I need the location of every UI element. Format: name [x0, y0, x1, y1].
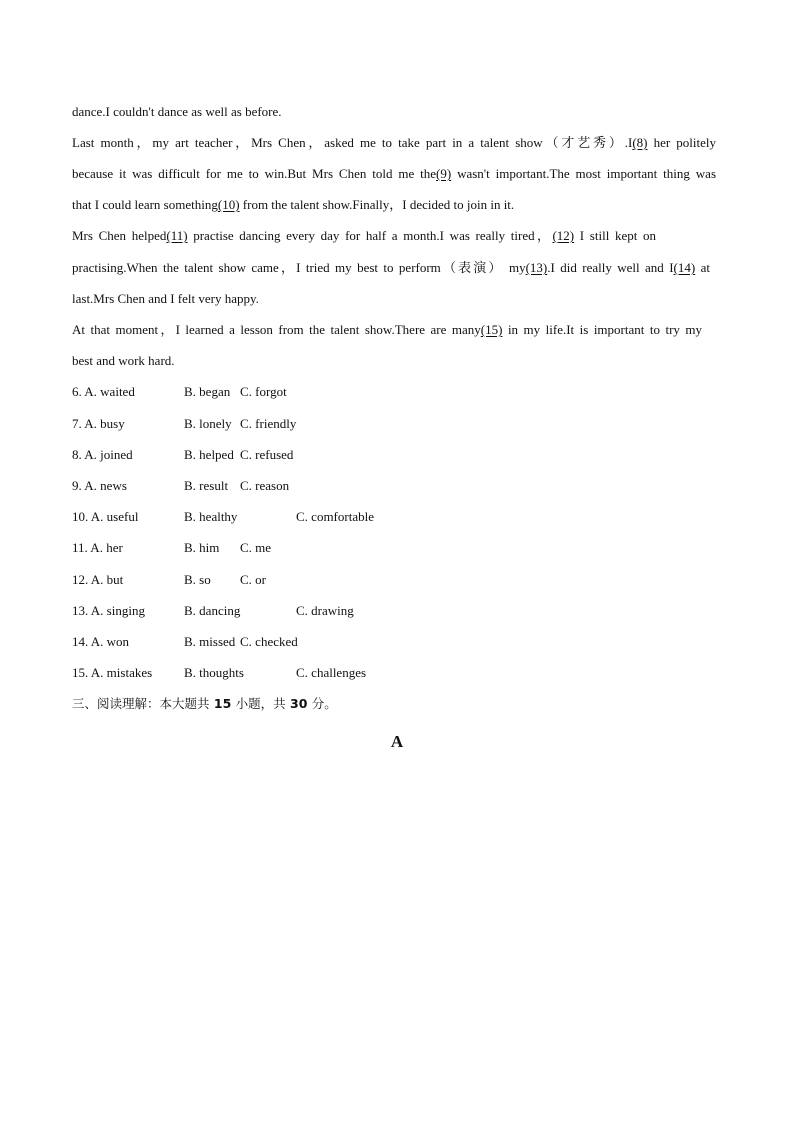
passage-text: last.Mrs Chen and I felt very happy.	[72, 291, 259, 306]
passage-line-9	[72, 353, 175, 369]
passage-text: that I could learn something	[72, 197, 218, 212]
passage-text: in my life.It is important to try my	[502, 322, 703, 337]
passage-text: dance.I couldn't dance as well as before.	[72, 104, 282, 119]
blank-11: (11)	[166, 228, 188, 243]
blank-9: (9)	[436, 166, 452, 181]
section-prefix: 三、阅读理解：本大题共	[72, 696, 210, 711]
passage-line-2	[72, 135, 716, 151]
section-middle: 小题，共	[235, 696, 286, 711]
passage-text: because it was difficult for me to win.But Mrs Chen told me the	[72, 166, 437, 181]
option-b: B. lonely	[184, 416, 232, 431]
passage-line-1	[72, 104, 282, 120]
option-b: B. helped	[184, 447, 234, 462]
passage-text: practise dancing every day for half a month.I was really tired，	[187, 228, 553, 243]
part-heading: A	[390, 732, 404, 751]
option-a: 11. A. her	[72, 540, 123, 555]
option-a: 15. A. mistakes	[72, 665, 153, 680]
section-suffix: 分。	[311, 696, 337, 711]
passage-text: Mrs Chen helped	[72, 228, 167, 243]
option-c: C. drawing	[296, 603, 354, 618]
passage-text: at	[695, 260, 710, 275]
blank-15: (15)	[480, 322, 503, 337]
option-b: B. so	[184, 572, 211, 587]
passage-text: Last month，my art teacher，Mrs Chen，asked me to take part in a talent show（才艺秀）.I	[72, 135, 633, 150]
passage-text: from the talent show.Finally，I decided to join in it.	[239, 197, 515, 212]
option-a: 10. A. useful	[72, 509, 139, 524]
option-c: C. checked	[240, 634, 298, 649]
passage-text: wasn't important.The most important thing was	[451, 166, 717, 181]
option-a: 13. A. singing	[72, 603, 145, 618]
passage-line-7	[72, 291, 259, 307]
option-b: B. thoughts	[184, 665, 244, 680]
option-c: C. comfortable	[296, 509, 374, 524]
option-c: C. refused	[240, 447, 294, 462]
section-heading	[72, 696, 337, 712]
option-c: C. forgot	[240, 384, 287, 399]
passage-text: I still kept on	[574, 228, 657, 243]
option-c: C. friendly	[240, 416, 297, 431]
option-a: 8. A. joined	[72, 447, 133, 462]
option-b: B. dancing	[184, 603, 241, 618]
section-score: 30	[290, 696, 308, 711]
passage-text: practising.When the talent show came，I tried my best to perform（表演） my	[72, 260, 526, 275]
option-a: 14. A. won	[72, 634, 130, 649]
option-b: B. missed	[184, 634, 236, 649]
passage-line-3	[72, 166, 716, 182]
blank-14: (14)	[673, 260, 696, 275]
option-c: C. or	[240, 572, 266, 587]
blank-10: (10)	[217, 197, 240, 212]
option-b: B. began	[184, 384, 231, 399]
option-b: B. him	[184, 540, 220, 555]
passage-text: her politely	[647, 135, 716, 150]
blank-12: (12)	[552, 228, 575, 243]
option-c: C. challenges	[296, 665, 367, 680]
passage-text: .I did really well and I	[547, 260, 674, 275]
blank-8: (8)	[632, 135, 648, 150]
option-b: B. result	[184, 478, 229, 493]
option-a: 12. A. but	[72, 572, 124, 587]
option-b: B. healthy	[184, 509, 238, 524]
passage-line-8	[72, 322, 702, 338]
section-count: 15	[213, 696, 232, 711]
option-a: 9. A. news	[72, 478, 127, 493]
option-a: 6. A. waited	[72, 384, 135, 399]
passage-text: best and work hard.	[72, 353, 175, 368]
passage-line-4	[72, 197, 514, 213]
passage-text: At that moment，I learned a lesson from the talent show.There are many	[72, 322, 481, 337]
option-c: C. me	[240, 540, 272, 555]
passage-line-5	[72, 228, 656, 244]
option-a: 7. A. busy	[72, 416, 125, 431]
option-c: C. reason	[240, 478, 290, 493]
passage-line-6	[72, 260, 710, 276]
blank-13: (13)	[525, 260, 548, 275]
